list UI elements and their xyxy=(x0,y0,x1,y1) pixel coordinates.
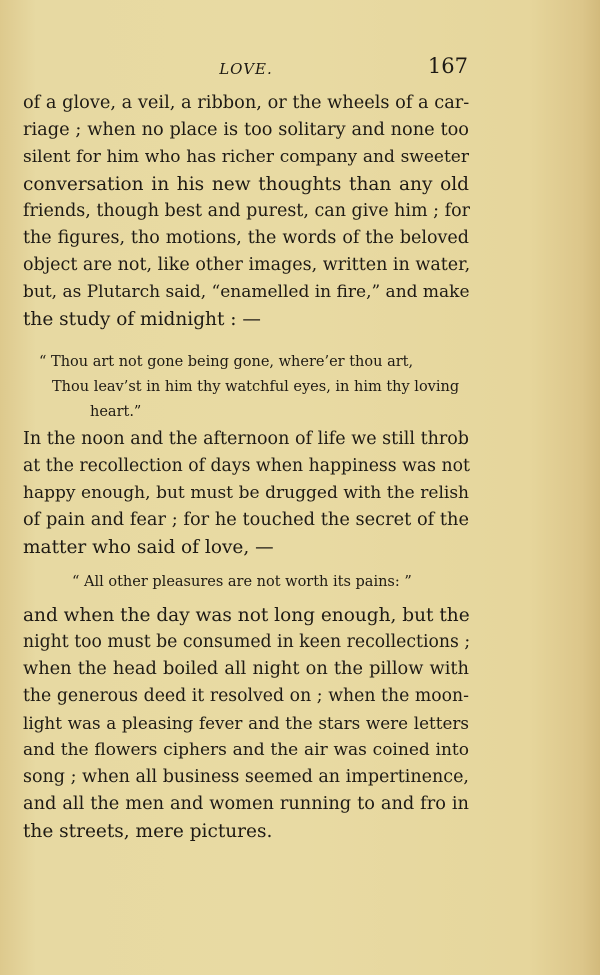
verse-line: “ Thou art not gone being gone, where’er thou art, xyxy=(39,354,414,370)
paragraph-3 xyxy=(23,602,469,845)
text-line: song ; when all business seemed an impertinence, xyxy=(23,767,469,787)
text-line: light was a pleasing fever and the stars were letters xyxy=(23,713,469,733)
text-line: object are not, like other images, written in water, xyxy=(23,255,471,275)
text-line: of pain and fear ; for he touched the secret of the xyxy=(23,510,469,530)
text-line: and when the day was not long enough, but the xyxy=(23,605,470,626)
running-head xyxy=(24,54,468,84)
page-number: 167 xyxy=(427,54,468,78)
text-line: silent for him who has richer company and sweeter xyxy=(23,147,469,167)
text-line: and the flowers ciphers and the air was coined into xyxy=(23,740,469,760)
verse-line: “ All other pleasures are not worth its pains: ” xyxy=(72,574,412,590)
text-line: riage ; when no place is too solitary and none too xyxy=(23,120,469,140)
verse-line: heart.” xyxy=(90,404,142,420)
text-line: happy enough, but must be drugged with the relish xyxy=(23,483,469,503)
text-line: night too must be consumed in keen recollections ; xyxy=(23,632,471,652)
text-line: but, as Plutarch said, “enamelled in fire,” and make xyxy=(23,282,470,302)
text-line: conversation in his new thoughts than any old xyxy=(23,174,469,195)
running-title: LOVE. xyxy=(219,60,273,78)
text-line: matter who said of love, — xyxy=(23,537,274,558)
paragraph-1 xyxy=(23,90,469,333)
text-line: friends, though best and purest, can give him ; for xyxy=(23,201,470,221)
text-line: the streets, mere pictures. xyxy=(23,821,273,842)
verse-quote-1 xyxy=(23,350,469,425)
text-line: when the head boiled all night on the pillow with xyxy=(23,659,469,679)
paragraph-2 xyxy=(23,426,469,561)
text-line: the figures, tho motions, the words of the beloved xyxy=(23,228,469,248)
verse-quote-2 xyxy=(23,570,469,595)
text-line: of a glove, a veil, a ribbon, or the wheels of a car- xyxy=(23,93,470,113)
verse-line: Thou leav’st in him thy watchful eyes, in him thy loving xyxy=(52,379,460,395)
text-line: the study of midnight : — xyxy=(23,309,261,330)
text-line: the generous deed it resolved on ; when the moon- xyxy=(23,686,469,706)
text-line: at the recollection of days when happiness was not xyxy=(23,456,470,476)
text-line: In the noon and the afternoon of life we still throb xyxy=(23,429,469,449)
text-line: and all the men and women running to and fro in xyxy=(23,794,469,814)
